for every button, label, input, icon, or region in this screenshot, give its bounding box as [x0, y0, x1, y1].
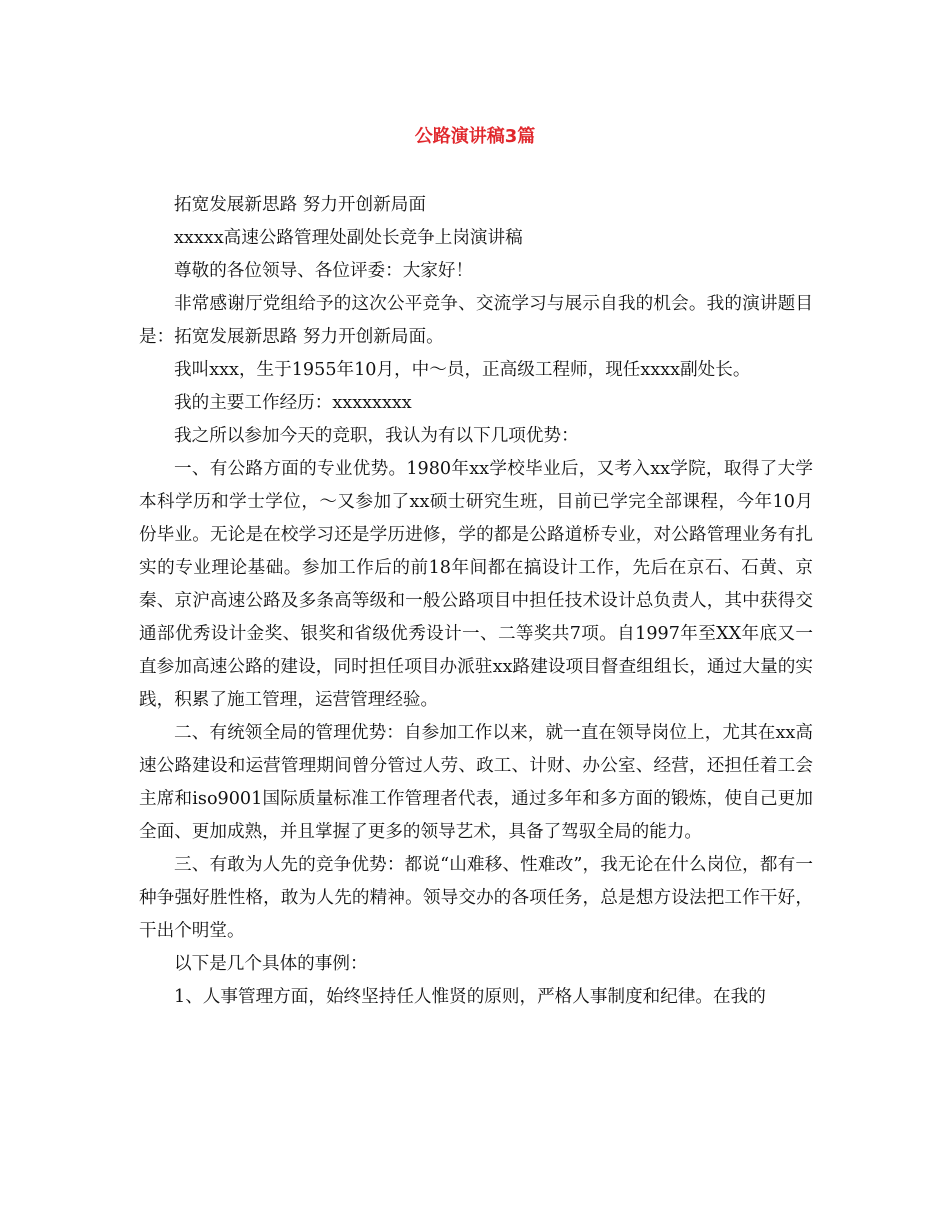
paragraph-examples-intro: 以下是几个具体的事例： — [174, 954, 368, 974]
paragraph-intro: 我叫xxx，生于1955年10月，中～员，正高级工程师，现任xxxx副处长。 — [174, 360, 751, 380]
paragraph-experience: 我的主要工作经历：xxxxxxxx — [174, 393, 412, 413]
paragraph-example-1: 1、人事管理方面，始终坚持任人惟贤的原则，严格人事制度和纪律。在我的 — [174, 987, 766, 1007]
paragraph-thanks: 非常感谢厅党组给予的这次公平竞争、交流学习与展示自我的机会。我的演讲题目是：拓宽发展新思路 努力开创新局面。 — [139, 294, 813, 347]
paragraph-subtitle: 拓宽发展新思路 努力开创新局面 — [174, 195, 426, 215]
document-title: 公路演讲稿3篇 — [414, 126, 536, 147]
paragraph-advantages-intro: 我之所以参加今天的竞职，我认为有以下几项优势： — [174, 426, 579, 446]
paragraph-advantage-1: 一、有公路方面的专业优势。1980年xx学校毕业后，又考入xx学院，取得了大学本科学历和学士学位，～又参加了xx硕士研究生班，目前已学完全部课程，今年10月份毕业。无论是在校学习还是学历进修，学的都是公路道桥专业，对公路管理业务有扎实的专业理论基础。参加工作后的前18年间都在搞设计工作，先后在京石、石黄、京秦、京沪高速公路及多条高等级和一般公路项目中担任技术设计总负责人，其中获得交通部优秀设计金奖、银奖和省级优秀设计一、二等奖共7项。自1997年至XX年底又一直参加高速公路的建设，同时担任项目办派驻xx路建设项目督查组组长，通过大量的实践，积累了施工管理，运营管理经验。 — [139, 459, 813, 710]
paragraph-greeting: 尊敬的各位领导、各位评委：大家好！ — [174, 261, 474, 281]
paragraph-advantage-3: 三、有敢为人先的竞争优势：都说“山难移、性难改”，我无论在什么岗位，都有一种争强好胜性格，敢为人先的精神。领导交办的各项任务，总是想方设法把工作干好，干出个明堂。 — [139, 855, 813, 941]
paragraph-advantage-2: 二、有统领全局的管理优势：自参加工作以来，就一直在领导岗位上，尤其在xx高速公路建设和运营管理期间曾分管过人劳、政工、计财、办公室、经营，还担任着工会主席和iso9001国际质量标准工作管理者代表，通过多年和多方面的锻炼，使自己更加全面、更加成熟，并且掌握了更多的领导艺术，具备了驾驭全局的能力。 — [139, 723, 813, 842]
paragraph-speech-heading: xxxxx高速公路管理处副处长竞争上岗演讲稿 — [174, 228, 523, 248]
document-body — [139, 189, 813, 1014]
